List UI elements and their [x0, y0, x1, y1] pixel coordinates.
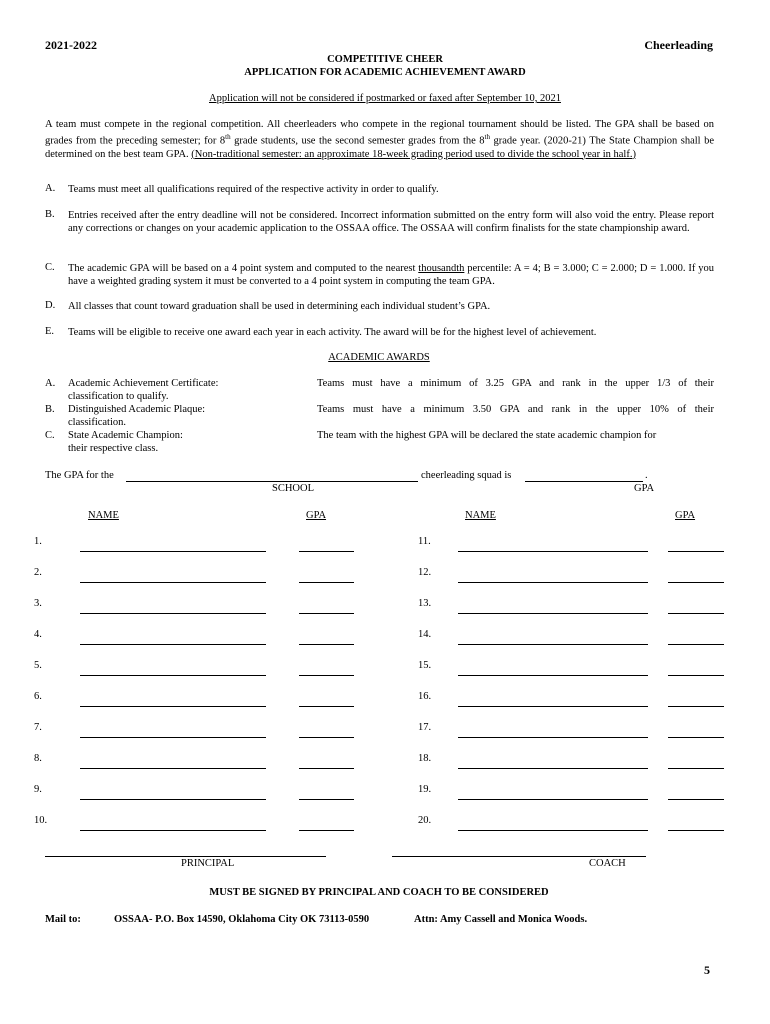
row-number: 15. — [418, 660, 432, 671]
page-number: 5 — [704, 963, 710, 977]
row-number: 1. — [34, 536, 42, 547]
student-name-field[interactable] — [458, 830, 648, 831]
student-gpa-field[interactable] — [668, 644, 724, 645]
student-name-field[interactable] — [80, 737, 266, 738]
row-number: 18. — [418, 753, 432, 764]
roster-left-name-header: NAME — [88, 510, 119, 521]
student-name-field[interactable] — [80, 675, 266, 676]
student-name-field[interactable] — [458, 799, 648, 800]
row-number: 17. — [418, 722, 432, 733]
mail-attn: Attn: Amy Cassell and Monica Woods. — [414, 914, 588, 925]
student-gpa-field[interactable] — [668, 737, 724, 738]
awards-heading: ACADEMIC AWARDS — [328, 352, 430, 363]
student-name-field[interactable] — [458, 613, 648, 614]
student-gpa-field[interactable] — [668, 799, 724, 800]
student-gpa-field[interactable] — [299, 675, 354, 676]
student-name-field[interactable] — [80, 613, 266, 614]
student-name-field[interactable] — [80, 582, 266, 583]
roster-left-gpa-header: GPA — [306, 510, 327, 521]
principal-signature-line[interactable] — [45, 856, 326, 857]
roster-right-name-header: NAME — [465, 510, 496, 521]
student-name-field[interactable] — [458, 644, 648, 645]
student-gpa-field[interactable] — [299, 830, 354, 831]
year-label: 2021-2022 — [45, 38, 97, 52]
student-name-field[interactable] — [80, 830, 266, 831]
row-number: 4. — [34, 629, 42, 640]
deadline-notice: Application will not be considered if postmarked or faxed after September 10, 2021 — [209, 93, 561, 104]
student-gpa-field[interactable] — [299, 582, 354, 583]
student-gpa-field[interactable] — [299, 613, 354, 614]
row-number: 14. — [418, 629, 432, 640]
student-gpa-field[interactable] — [668, 613, 724, 614]
row-number: 12. — [418, 567, 432, 578]
row-number: 2. — [34, 567, 42, 578]
student-name-field[interactable] — [458, 551, 648, 552]
student-name-field[interactable] — [458, 706, 648, 707]
student-name-field[interactable] — [458, 675, 648, 676]
student-name-field[interactable] — [80, 551, 266, 552]
coach-signature-line[interactable] — [392, 856, 646, 857]
student-name-field[interactable] — [80, 768, 266, 769]
row-number: 11. — [418, 536, 431, 547]
row-number: 16. — [418, 691, 432, 702]
row-number: 5. — [34, 660, 42, 671]
student-gpa-field[interactable] — [668, 768, 724, 769]
student-name-field[interactable] — [458, 737, 648, 738]
student-name-field[interactable] — [458, 582, 648, 583]
row-number: 7. — [34, 722, 42, 733]
student-gpa-field[interactable] — [299, 737, 354, 738]
roster-right-gpa-header: GPA — [675, 510, 696, 521]
team-gpa-field[interactable] — [525, 481, 643, 482]
row-number: 13. — [418, 598, 432, 609]
row-number: 20. — [418, 815, 432, 826]
student-name-field[interactable] — [458, 768, 648, 769]
student-name-field[interactable] — [80, 644, 266, 645]
row-number: 9. — [34, 784, 42, 795]
student-gpa-field[interactable] — [299, 706, 354, 707]
school-field[interactable] — [126, 481, 418, 482]
coach-label: COACH — [589, 858, 626, 869]
row-number: 8. — [34, 753, 42, 764]
student-name-field[interactable] — [80, 799, 266, 800]
mail-label: Mail to: — [45, 914, 81, 925]
student-gpa-field[interactable] — [668, 675, 724, 676]
mail-address: OSSAA- P.O. Box 14590, Oklahoma City OK 73113-0590 — [114, 914, 370, 925]
row-number: 3. — [34, 598, 42, 609]
student-gpa-field[interactable] — [299, 768, 354, 769]
gpa-caption: GPA — [634, 483, 655, 494]
form-title-line1: COMPETITIVE CHEER — [327, 54, 443, 65]
student-gpa-field[interactable] — [668, 551, 724, 552]
row-number: 10. — [34, 815, 48, 826]
school-caption: SCHOOL — [272, 483, 315, 494]
student-gpa-field[interactable] — [299, 799, 354, 800]
student-gpa-field[interactable] — [668, 830, 724, 831]
student-gpa-field[interactable] — [668, 706, 724, 707]
signature-notice: MUST BE SIGNED BY PRINCIPAL AND COACH TO BE CONSIDERED — [209, 887, 549, 898]
principal-label: PRINCIPAL — [181, 858, 235, 869]
student-name-field[interactable] — [80, 706, 266, 707]
student-gpa-field[interactable] — [668, 582, 724, 583]
form-title-line2: APPLICATION FOR ACADEMIC ACHIEVEMENT AWARD — [244, 67, 526, 78]
row-number: 6. — [34, 691, 42, 702]
student-gpa-field[interactable] — [299, 644, 354, 645]
student-gpa-field[interactable] — [299, 551, 354, 552]
sport-label: Cheerleading — [644, 38, 713, 52]
intro-paragraph: A team must compete in the regional competition. All cheerleaders who compete in the regional tournament should be listed. The GPA shall be based on grades from the preceding semester; for 8th grade students, use the second semester grades from the 8th grade year. (2020-21) The State Champion shall be determined on the best team GPA. (Non-traditional semester: an approximate 18-week grading period used to divide the school year in half.) — [45, 119, 714, 160]
row-number: 19. — [418, 784, 432, 795]
